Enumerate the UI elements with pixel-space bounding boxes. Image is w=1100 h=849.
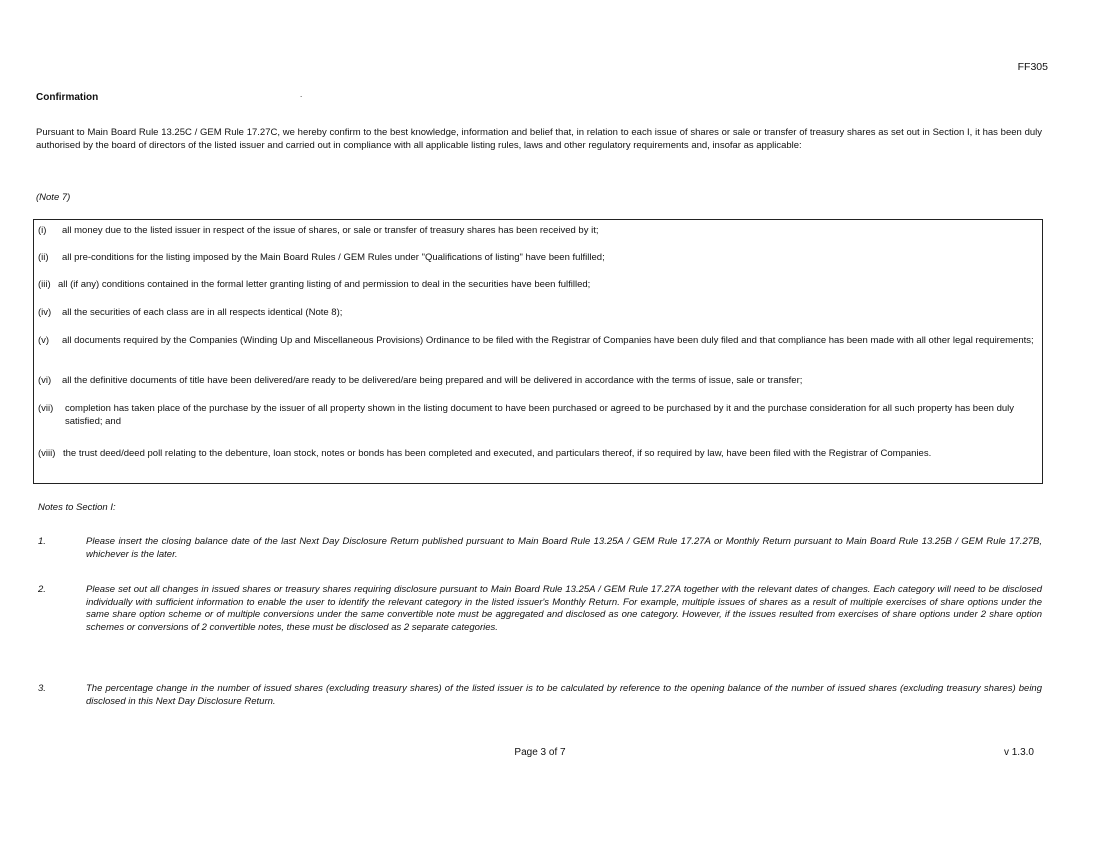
item-text: all (if any) conditions contained in the formal letter granting listing of and permission to deal in the securities have been fulfilled; [58,279,591,290]
note-text: Please set out all changes in issued shares or treasury shares requiring disclosure pursuant to Main Board Rule 13.25A / GEM Rule 17.27A together with the relevant dates of changes. Each category will need to be disclosed individually with sufficient information to enable the user to identify the relevant category in the listed issuer's Monthly Return. For example, multiple issues of shares as a result of multiple exercises of share options under the same share option scheme or of multiple conversions under the same convertible note must be aggregated and disclosed as one category. However, if the issues resulted from exercises of share options under 2 share option schemes or conversions of 2 convertible notes, these must be disclosed as 2 separate categories. [86,584,1042,633]
confirmation-item [38,225,1038,238]
item-number: (v) [38,335,50,346]
section-title: Confirmation [36,92,99,103]
item-number: (iii) [38,279,51,290]
note-item [38,584,1042,634]
page-number: Page 3 of 7 [514,747,566,758]
version-label: v 1.3.0 [1003,747,1034,758]
intro-paragraph: Pursuant to Main Board Rule 13.25C / GEM Rule 17.27C, we hereby confirm to the best knowledge, information and belief that, in relation to each issue of shares or sale or transfer of treasury shares as set out in Section I, it has been duly authorised by the board of directors of the listed issuer and carried out in compliance with all applicable listing rules, laws and other regulatory requirements and, insofar as applicable: [36,127,1042,151]
item-text: all documents required by the Companies (Winding Up and Miscellaneous Provisions) Ordinance to be filed with the Registrar of Companies have been duly filed and that compliance has been made with all other legal requirements; [62,335,1034,346]
note-number: 2. [38,584,46,595]
item-number: (vii) [38,403,54,414]
confirmation-item [38,403,1038,428]
item-number: (i) [38,225,47,236]
note-7-reference: (Note 7) [36,192,71,203]
confirmation-item [38,279,1038,292]
form-code: FF305 [1017,61,1048,73]
item-number: (ii) [38,252,49,263]
note-item [38,536,1042,561]
confirmation-item [38,335,1038,348]
confirmation-item [38,252,1038,265]
item-text: all the definitive documents of title have been delivered/are ready to be delivered/are being prepared and will be delivered in accordance with the terms of issue, sale or transfer; [62,375,803,386]
item-text: all money due to the listed issuer in respect of the issue of shares, or sale or transfer of treasury shares has been received by it; [62,225,599,236]
note-text: The percentage change in the number of issued shares (excluding treasury shares) of the listed issuer is to be calculated by reference to the opening balance of the number of issued shares (excluding treasury shares) being disclosed in this Next Day Disclosure Return. [86,683,1042,707]
note-item [38,683,1042,708]
confirmation-box [33,219,1043,484]
item-text: completion has taken place of the purchase by the issuer of all property shown in the listing document to have been purchased or agreed to be purchased by it and the purchase consideration for all such property has been duly satisfied; and [65,403,1015,427]
note-text: Please insert the closing balance date of the last Next Day Disclosure Return published pursuant to Main Board Rule 13.25A / GEM Rule 17.27A or Monthly Return pursuant to Main Board Rule 13.25B / GEM Rule 17.27B, whichever is the later. [86,536,1042,560]
confirmation-item [38,448,1038,461]
item-number: (iv) [38,307,52,318]
confirmation-item [38,375,1038,388]
note-number: 3. [38,683,46,694]
item-text: the trust deed/deed poll relating to the debenture, loan stock, notes or bonds has been completed and executed, and particulars thereof, if so required by law, have been filed with the Registrar of Companies. [63,448,932,459]
confirmation-item [38,307,1038,320]
item-number: (viii) [38,448,56,459]
item-number: (vi) [38,375,52,386]
item-text: all the securities of each class are in all respects identical (Note 8); [62,307,343,318]
notes-title: Notes to Section I: [38,502,116,513]
note-number: 1. [38,536,46,547]
item-text: all pre-conditions for the listing imposed by the Main Board Rules / GEM Rules under "Qualifications of listing" have been fulfilled; [62,252,605,263]
stray-dot: . [300,90,303,99]
